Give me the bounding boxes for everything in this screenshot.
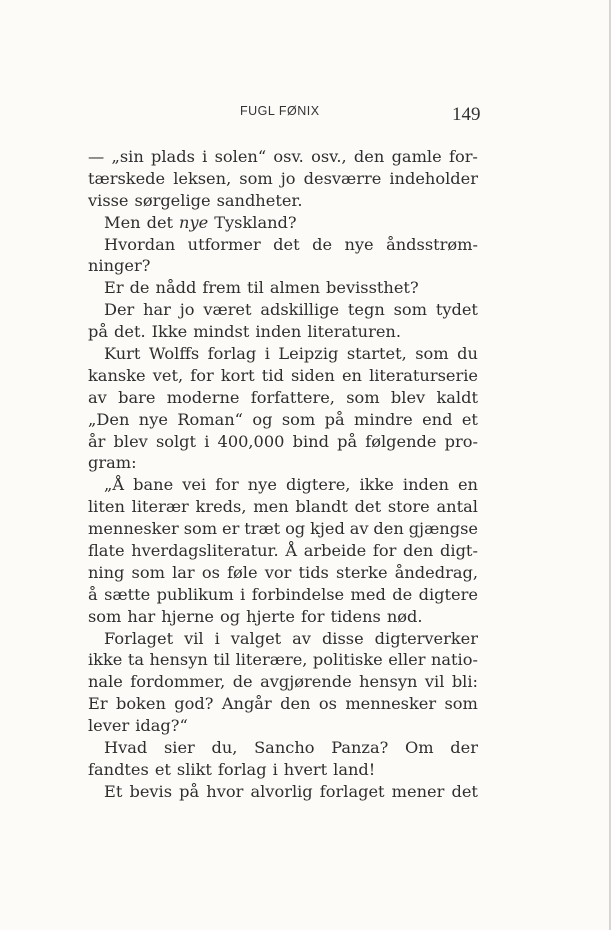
running-title: FUGL FØNIX (240, 104, 320, 118)
text-line: visse sørgelige sandheter. (88, 190, 303, 210)
page-number: 149 (452, 104, 481, 125)
text-line: Er boken god? Angår den os mennesker som (88, 694, 478, 714)
text-line: Hvordan utformer det de nye åndsstrøm- (104, 234, 478, 254)
text-line: som har hjerne og hjerte for tidens nød. (88, 606, 423, 626)
text-line: Er de nådd frem til almen bevissthet? (104, 278, 419, 298)
text-line: tærskede leksen, som jo desværre indeholder (88, 168, 478, 188)
text-line: ning som lar os føle vor tids sterke åndedrag, (88, 562, 478, 582)
text-line: år blev solgt i 400,000 bind på følgende pro- (88, 431, 478, 451)
text-line: Der har jo været adskillige tegn som tydet (104, 300, 478, 320)
text-line: mennesker som er træt og kjed av den gjængse (88, 519, 478, 539)
text-line: ninger? (88, 256, 151, 276)
text-line: lever idag?“ (88, 716, 188, 736)
body-text (88, 146, 478, 803)
text-line: fandtes et slikt forlag i hvert land! (88, 759, 376, 779)
text-line: — „sin plads i solen“ osv. osv., den gamle for- (88, 147, 478, 166)
text-line: nale fordommer, de avgjørende hensyn vil bli: (88, 672, 478, 692)
text-line: „Den nye Roman“ og som på mindre end et (88, 409, 478, 429)
text-line: av bare moderne forfattere, som blev kaldt (88, 387, 478, 407)
text-line: gram: (88, 453, 137, 473)
text-line: Hvad sier du, Sancho Panza? Om der (104, 738, 478, 758)
text-line: på det. Ikke mindst inden literaturen. (88, 322, 401, 342)
text-line: Et bevis på hvor alvorlig forlaget mener det (104, 781, 478, 801)
text-line: Forlaget vil i valget av disse digterverker (104, 628, 478, 648)
text-line: flate hverdagsliteratur. Å arbeide for den digt- (88, 541, 478, 561)
text-line: Men det nye Tyskland? (104, 212, 297, 232)
text-line: å sætte publikum i forbindelse med de digtere (88, 584, 478, 604)
text-line: „Å bane vei for nye digtere, ikke inden en (104, 475, 478, 495)
text-line: ikke ta hensyn til literære, politiske eller natio- (88, 650, 478, 670)
text-line: liten literær kreds, men blandt det store antal (88, 497, 478, 517)
text-line: kanske vet, for kort tid siden en literaturserie (88, 365, 478, 385)
text-line: Kurt Wolffs forlag i Leipzig startet, som du (104, 344, 478, 364)
